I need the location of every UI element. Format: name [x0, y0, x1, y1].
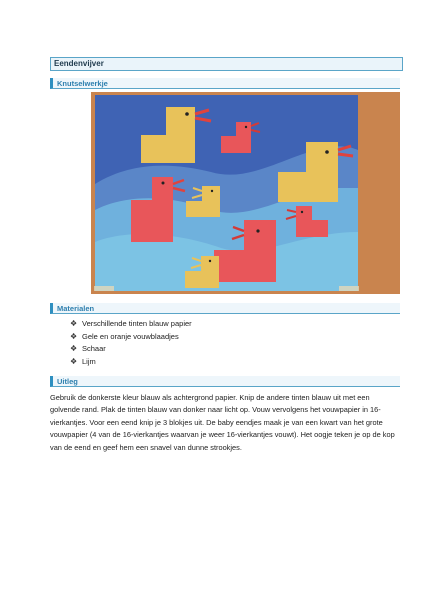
section-heading-materialen: Materialen	[50, 303, 400, 314]
list-item: ❖ Schaar	[70, 343, 192, 356]
materials-list	[70, 318, 192, 368]
list-item: ❖ Lijm	[70, 356, 192, 369]
page-title: Eendenvijver	[50, 57, 403, 71]
diamond-bullet-icon: ❖	[70, 331, 78, 341]
diamond-bullet-icon: ❖	[70, 344, 78, 353]
section-heading-knutselwerkje: Knutselwerkje	[50, 78, 400, 89]
diamond-bullet-icon: ❖	[70, 319, 78, 328]
diamond-bullet-icon: ❖	[70, 356, 78, 366]
instructions-paragraph: Gebruik de donkerste kleur blauw als achtergrond papier. Knip de andere tinten blauw uit met een golvende rand. Plak de tinten blauw van donker naar licht op. Vouw vervolgens het vouwpapier in 16-vierkantjes. Voor een eend knip je 3 blokjes uit. De baby eendjes maak je van een kwart van het grote vouwpapier (4 van de 16-vierkantjes waarvan je weer 16-vierkantjes vouwt). Het oogje teken je op de kop van de eend en geef hem een snavel van dunne strookjes.	[50, 393, 395, 452]
list-item: ❖ Gele en oranje vouwblaadjes	[70, 331, 192, 344]
duck-craft-photo	[91, 92, 400, 294]
section-heading-uitleg: Uitleg	[50, 376, 400, 387]
list-item: ❖ Verschillende tinten blauw papier	[70, 318, 192, 331]
